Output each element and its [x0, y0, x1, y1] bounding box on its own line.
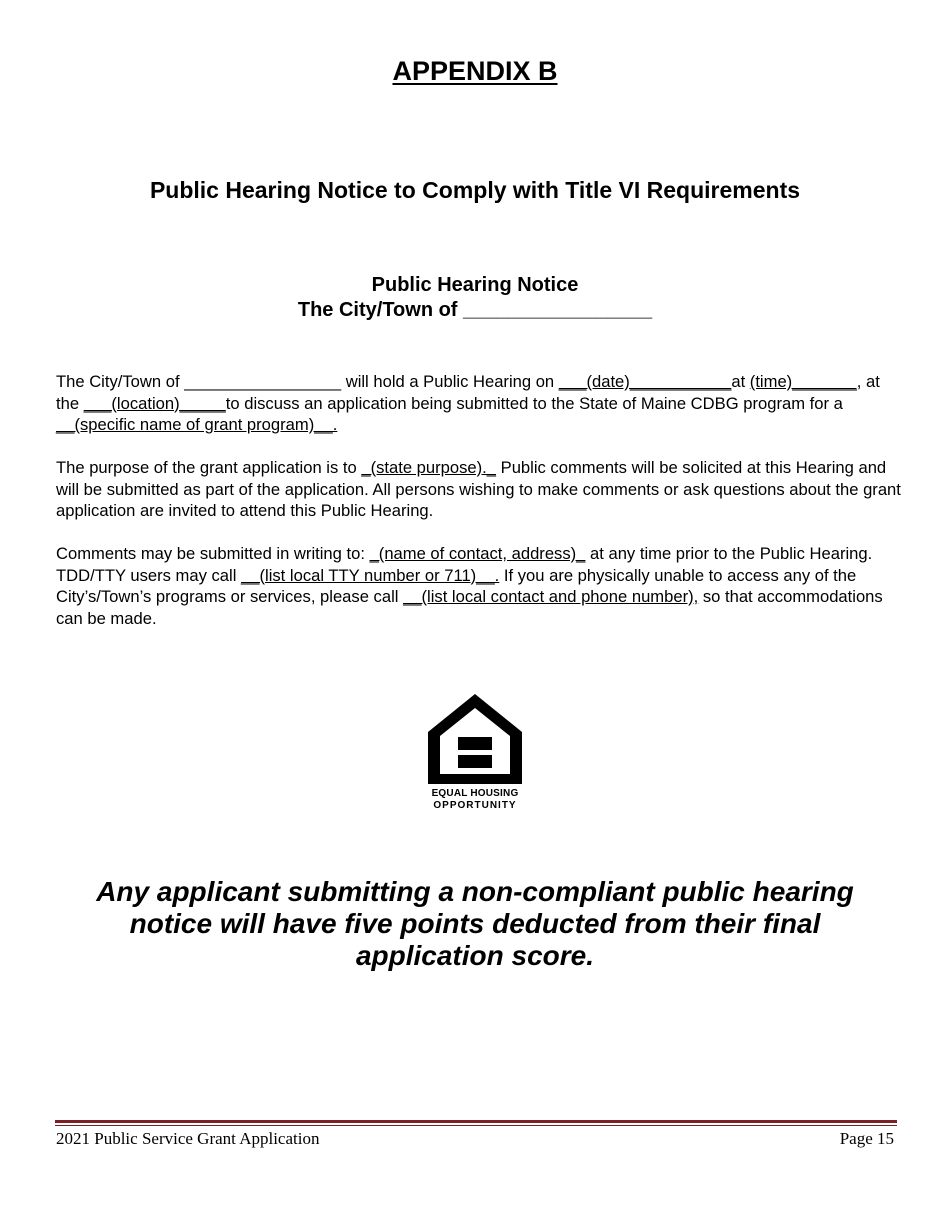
text: will hold a Public Hearing on [341, 372, 559, 391]
notice-heading: Public Hearing Notice [371, 274, 579, 296]
city-blank: _________________ [184, 372, 342, 391]
footer-document-title: 2021 Public Service Grant Application [56, 1129, 320, 1148]
notice-paragraph-1 [56, 371, 906, 436]
text: The purpose of the grant application is to [56, 458, 362, 477]
contact-placeholder: _(name of contact, address)_ [369, 544, 586, 563]
time-placeholder: (time)_______, [749, 372, 862, 391]
notice-paragraph-2 [56, 457, 906, 522]
notice-city-line: The City/Town of _________________ [297, 299, 653, 321]
equal-housing-logo [420, 690, 530, 820]
text: to discuss an application being submitted to the State of Maine CDBG program for a [225, 393, 843, 413]
appendix-heading: APPENDIX B [392, 56, 558, 86]
purpose-placeholder: _(state purpose)._ [361, 458, 497, 477]
text: The City/Town of [56, 372, 185, 391]
text: Public comments will be solicited at this Hearing and will be submitted as part of the application. All persons wishing to make comments or ask questions about the grant application are invited to attend this Public Hearing. [56, 458, 901, 520]
logo-text-line-1: EQUAL HOUSING [431, 788, 519, 799]
text: at any time prior to the Public Hearing. TDD/TTY users may call [56, 544, 873, 585]
footer-rule [55, 1120, 897, 1123]
text: Comments may be submitted in writing to: [56, 544, 370, 563]
logo-text-line-2: OPPORTUNITY [433, 800, 517, 811]
footer-rule-thin [55, 1125, 897, 1126]
phone-placeholder: __(list local contact and phone number), [403, 587, 699, 606]
date-placeholder: ___(date)___________ [558, 372, 732, 391]
program-placeholder: __(specific name of grant program)__. [56, 415, 338, 434]
equal-housing-house-icon [427, 690, 523, 784]
text: at the [56, 372, 880, 413]
text: so that accommodations can be made. [56, 587, 883, 628]
footer-page-number: Page 15 [839, 1129, 894, 1148]
tty-placeholder: __(list local TTY number or 711)__. [241, 565, 500, 585]
text: If you are physically unable to access any of the City’s/Town’s programs or services, please call [56, 565, 857, 606]
text: at [731, 372, 750, 391]
location-placeholder: ___(location)_____ [83, 393, 226, 413]
warning-statement: Any applicant submitting a non-compliant public hearing notice will have five points deducted from their final application score. [96, 876, 854, 971]
notice-paragraph-3 [56, 543, 906, 629]
page-title: Public Hearing Notice to Comply with Title VI Requirements [149, 177, 801, 203]
